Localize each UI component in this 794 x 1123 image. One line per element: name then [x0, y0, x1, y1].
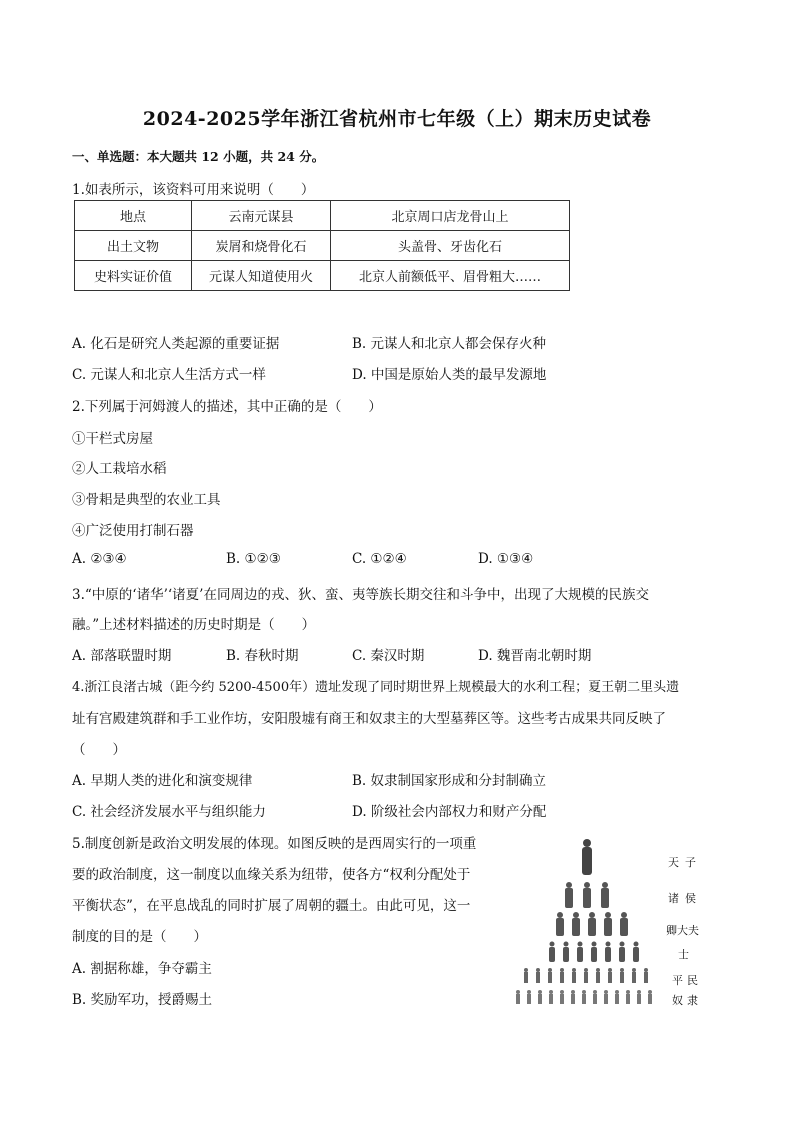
section-heading: 一、单选题：本大题共 12 小题，共 24 分。 [72, 149, 325, 164]
feudal-hierarchy-figure [512, 830, 722, 1010]
table-cell: 北京人前额低平、眉骨粗大…… [331, 261, 570, 291]
q5-option-a[interactable]: A. 割据称雄，争夺霸主 [72, 961, 212, 977]
page-title: 2024-2025学年浙江省杭州市七年级（上）期末历史试卷 [142, 108, 652, 130]
q4-option-c[interactable]: C. 社会经济发展水平与组织能力 [72, 804, 266, 820]
table-cell: 地点 [75, 201, 192, 231]
q1-option-c[interactable]: C. 元谋人和北京人生活方式一样 [72, 367, 266, 383]
q5-line: 平衡状态”，在平息战乱的同时扩展了周朝的疆土。由此可见，这一 [72, 898, 471, 914]
q2-option-a[interactable]: A. ②③④ [72, 551, 127, 567]
q3-option-a[interactable]: A. 部落联盟时期 [72, 648, 172, 664]
figure-tier-king [582, 839, 592, 875]
figure-label-zhuhou: 诸侯 [668, 892, 702, 905]
q2-item: ②人工栽培水稻 [72, 461, 167, 477]
q4-line: 址有宫殿建筑群和手工业作坊，安阳殷墟有商王和奴隶主的大型墓葬区等。这些考古成果共同反映了 [72, 711, 666, 727]
q3-option-b[interactable]: B. 春秋时期 [226, 648, 299, 664]
figure-tier-officials [549, 942, 639, 963]
q3-option-d[interactable]: D. 魏晋南北朝时期 [478, 648, 592, 664]
table-cell: 北京周口店龙骨山上 [331, 201, 570, 231]
figure-label-qingdafu: 卿大夫 [666, 924, 699, 937]
q5-line: 要的政治制度，这一制度以血缘关系为纽带，使各方“权利分配处于 [72, 867, 471, 883]
table-cell: 史料实证价值 [75, 261, 192, 291]
q4-line: （ ） [72, 742, 126, 758]
q5-option-b[interactable]: B. 奖励军功，授爵赐土 [72, 992, 213, 1008]
q3-option-c[interactable]: C. 秦汉时期 [352, 648, 425, 664]
q3-line: 融。”上述材料描述的历史时期是（ ） [72, 617, 316, 633]
table-row [75, 201, 570, 231]
table-cell: 炭屑和烧骨化石 [192, 231, 331, 261]
q4-option-a[interactable]: A. 早期人类的进化和演变规律 [72, 773, 253, 789]
figure-label-shi: 士 [678, 948, 689, 961]
q2-option-d[interactable]: D. ①③④ [478, 551, 534, 567]
q2-option-b[interactable]: B. ①②③ [226, 551, 281, 567]
q4-line: 4.浙江良渚古城（距今约 5200-4500年）遗址发现了同时期世界上规模最大的水利工程；夏王朝二里头遗 [72, 680, 680, 695]
q3-line: 3.“中原的‘诸华’‘诸夏’在同周边的戎、狄、蛮、夷等族长期交往和斗争中，出现了大规模的民族交 [72, 587, 649, 603]
figure-label-nuli: 奴隶 [672, 994, 702, 1007]
pyramid-figures-svg [512, 830, 662, 1010]
figure-tier-slaves [516, 990, 652, 1004]
figure-tier-lords [556, 882, 628, 936]
q2-option-c[interactable]: C. ①②④ [352, 551, 407, 567]
q1-option-b[interactable]: B. 元谋人和北京人都会保存火种 [352, 336, 547, 352]
table-row [75, 231, 570, 261]
table-cell: 云南元谋县 [192, 201, 331, 231]
q1-stem: 1.如表所示，该资料可用来说明（ ） [72, 182, 315, 198]
figure-label-pingmin: 平民 [672, 974, 702, 987]
q5-line: 5.制度创新是政治文明发展的体现。如图反映的是西周实行的一项重 [72, 836, 477, 852]
q1-option-d[interactable]: D. 中国是原始人类的最早发源地 [352, 367, 547, 383]
q4-option-b[interactable]: B. 奴隶制国家形成和分封制确立 [352, 773, 547, 789]
q1-option-a[interactable]: A. 化石是研究人类起源的重要证据 [72, 336, 280, 352]
q2-item: ③骨耜是典型的农业工具 [72, 492, 221, 508]
q2-item: ④广泛使用打制石器 [72, 523, 194, 539]
table-row [75, 261, 570, 291]
q5-line: 制度的目的是（ ） [72, 929, 207, 945]
table-cell: 头盖骨、牙齿化石 [331, 231, 570, 261]
q1-table [74, 200, 570, 291]
table-cell: 出土文物 [75, 231, 192, 261]
q2-item: ①干栏式房屋 [72, 431, 153, 447]
q4-option-d[interactable]: D. 阶级社会内部权力和财产分配 [352, 804, 547, 820]
q2-stem: 2.下列属于河姆渡人的描述，其中正确的是（ ） [72, 399, 382, 415]
figure-label-tianzi: 天子 [668, 856, 702, 869]
table-cell: 元谋人知道使用火 [192, 261, 331, 291]
figure-tier-commoners [524, 968, 648, 983]
